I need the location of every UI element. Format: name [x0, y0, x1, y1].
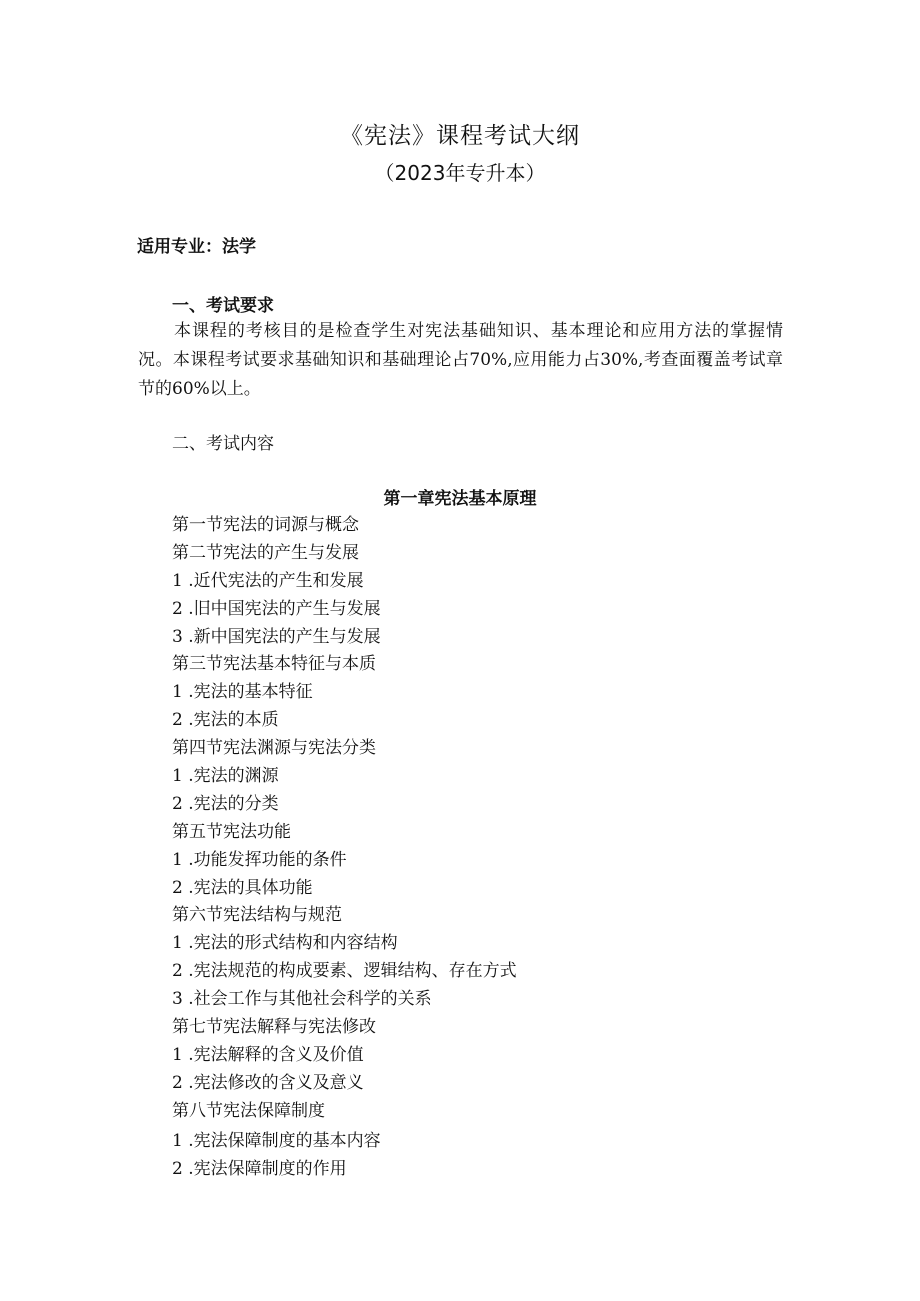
outline-item: 第三节宪法基本特征与本质	[172, 654, 376, 675]
outline-item: 第七节宪法解释与宪法修改	[172, 1017, 376, 1038]
section-body-exam-requirements: 本课程的考核目的是检查学生对宪法基础知识、基本理论和应用方法的掌握情况。本课程考试要求基础知识和基础理论占70%,应用能力占30%,考查面覆盖考试章节的60%以上。	[138, 321, 783, 399]
chapter-outline	[172, 512, 517, 1183]
outline-item: 第五节宪法功能	[172, 821, 291, 842]
outline-item: 1 .宪法解释的含义及价值	[172, 1044, 364, 1065]
chapter-title: 第一章宪法基本原理	[383, 489, 537, 509]
outline-item: 第八节宪法保障制度	[172, 1100, 325, 1121]
outline-item: 2 .旧中国宪法的产生与发展	[172, 598, 381, 619]
applicable-major: 适用专业：法学	[137, 237, 256, 257]
outline-item: 2 .宪法修改的含义及意义	[172, 1072, 364, 1093]
section-heading-exam-content: 二、考试内容	[172, 434, 274, 454]
outline-item: 1 .宪法的渊源	[172, 766, 279, 787]
outline-item: 2 .宪法的本质	[172, 710, 279, 731]
outline-item: 3 .新中国宪法的产生与发展	[172, 626, 381, 647]
outline-item: 1 .近代宪法的产生和发展	[172, 570, 364, 591]
outline-item: 2 .宪法规范的构成要素、逻辑结构、存在方式	[172, 961, 517, 982]
outline-item: 第四节宪法渊源与宪法分类	[172, 738, 376, 759]
outline-item: 1 .宪法保障制度的基本内容	[172, 1130, 381, 1151]
section-heading-exam-requirements: 一、考试要求	[172, 296, 274, 316]
document-title: 《宪法》课程考试大纲	[340, 123, 580, 149]
outline-item: 3 .社会工作与其他社会科学的关系	[172, 989, 432, 1010]
outline-item: 2 .宪法的分类	[172, 793, 279, 814]
outline-item: 第六节宪法结构与规范	[172, 905, 342, 926]
outline-item: 第一节宪法的词源与概念	[172, 515, 359, 535]
outline-item: 2 .宪法的具体功能	[172, 877, 313, 898]
outline-item: 1 .功能发挥功能的条件	[172, 849, 347, 870]
outline-item: 2 .宪法保障制度的作用	[172, 1158, 347, 1179]
outline-item: 第二节宪法的产生与发展	[172, 542, 359, 563]
document-subtitle: （2023年专升本）	[374, 161, 546, 185]
outline-item: 1 .宪法的基本特征	[172, 682, 313, 703]
outline-item: 1 .宪法的形式结构和内容结构	[172, 933, 398, 954]
